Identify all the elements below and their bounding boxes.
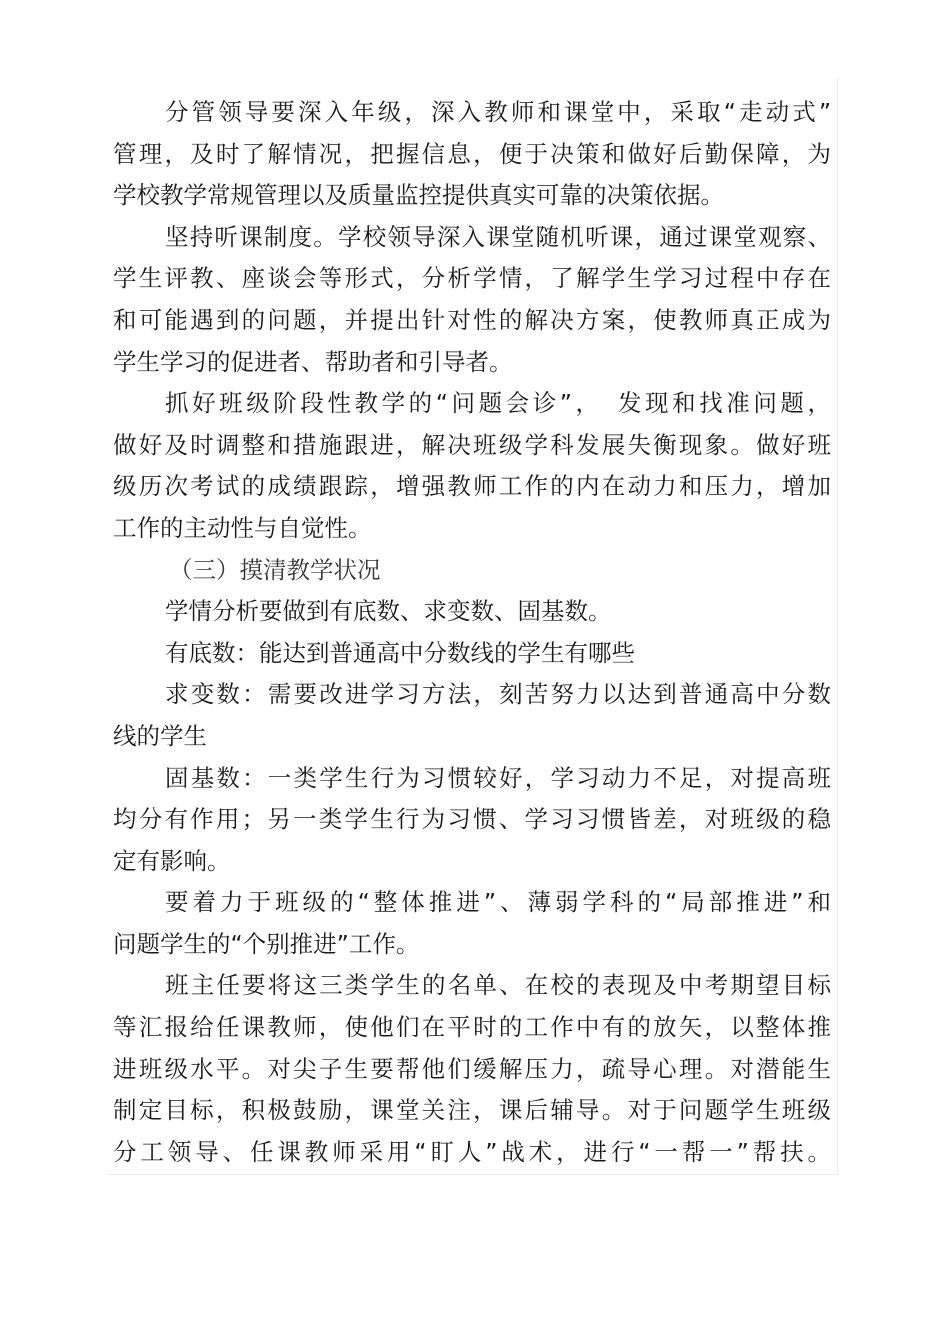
document-body <box>113 92 831 1173</box>
text-line: 问题学生的“个别推进”工作。 <box>113 929 420 958</box>
text-line: 和可能遇到的问题，并提出针对性的解决方案，使教师真正成为 <box>113 305 831 334</box>
text-line: 要着力于班级的“整体推进”、薄弱学科的“局部推进”和 <box>165 888 831 917</box>
text-line: 抓好班级阶段性教学的“问题会诊”， 发现和找准问题， <box>165 389 831 418</box>
text-line: 工作的主动性与自觉性。 <box>113 513 372 542</box>
text-line: 线的学生 <box>113 721 207 750</box>
text-line: 级历次考试的成绩跟踪，增强教师工作的内在动力和压力，增加 <box>113 472 831 501</box>
text-line: 有底数：能达到普通高中分数线的学生有哪些 <box>165 638 635 667</box>
text-line: 均分有作用；另一类学生行为习惯、学习习惯皆差，对班级的稳 <box>113 805 831 834</box>
text-line: 学情分析要做到有底数、求变数、固基数。 <box>165 597 612 626</box>
section-heading: （三）摸清教学状况 <box>169 555 381 584</box>
text-line: 做好及时调整和措施跟进，解决班级学科发展失衡现象。做好班 <box>113 430 831 459</box>
text-line: 学生评教、座谈会等形式，分析学情，了解学生学习过程中存在 <box>113 264 831 293</box>
text-line: 等汇报给任课教师，使他们在平时的工作中有的放矢，以整体推 <box>113 1013 831 1042</box>
text-line: 班主任要将这三类学生的名单、在校的表现及中考期望目标 <box>165 971 831 1000</box>
text-line: 管理，及时了解情况，把握信息，便于决策和做好后勤保障，为 <box>113 139 831 168</box>
text-line: 学生学习的促进者、帮助者和引导者。 <box>113 347 513 376</box>
text-line: 分工领导、任课教师采用“盯人”战术，进行“一帮一”帮扶。 <box>113 1137 831 1166</box>
text-line: 定有影响。 <box>113 846 231 875</box>
text-line: 进班级水平。对尖子生要帮他们缓解压力，疏导心理。对潜能生 <box>113 1054 831 1083</box>
text-line: 学校教学常规管理以及质量监控提供真实可靠的决策依据。 <box>113 181 724 210</box>
text-line: 固基数：一类学生行为习惯较好，学习动力不足，对提高班 <box>165 763 831 792</box>
text-line: 坚持听课制度。学校领导深入课堂随机听课，通过课堂观察、 <box>165 222 831 251</box>
text-line: 分管领导要深入年级，深入教师和课堂中，采取“走动式” <box>165 98 831 126</box>
text-line: 求变数：需要改进学习方法，刻苦努力以达到普通高中分数 <box>165 680 831 709</box>
text-line: 制定目标，积极鼓励，课堂关注，课后辅导。对于问题学生班级 <box>113 1096 831 1125</box>
